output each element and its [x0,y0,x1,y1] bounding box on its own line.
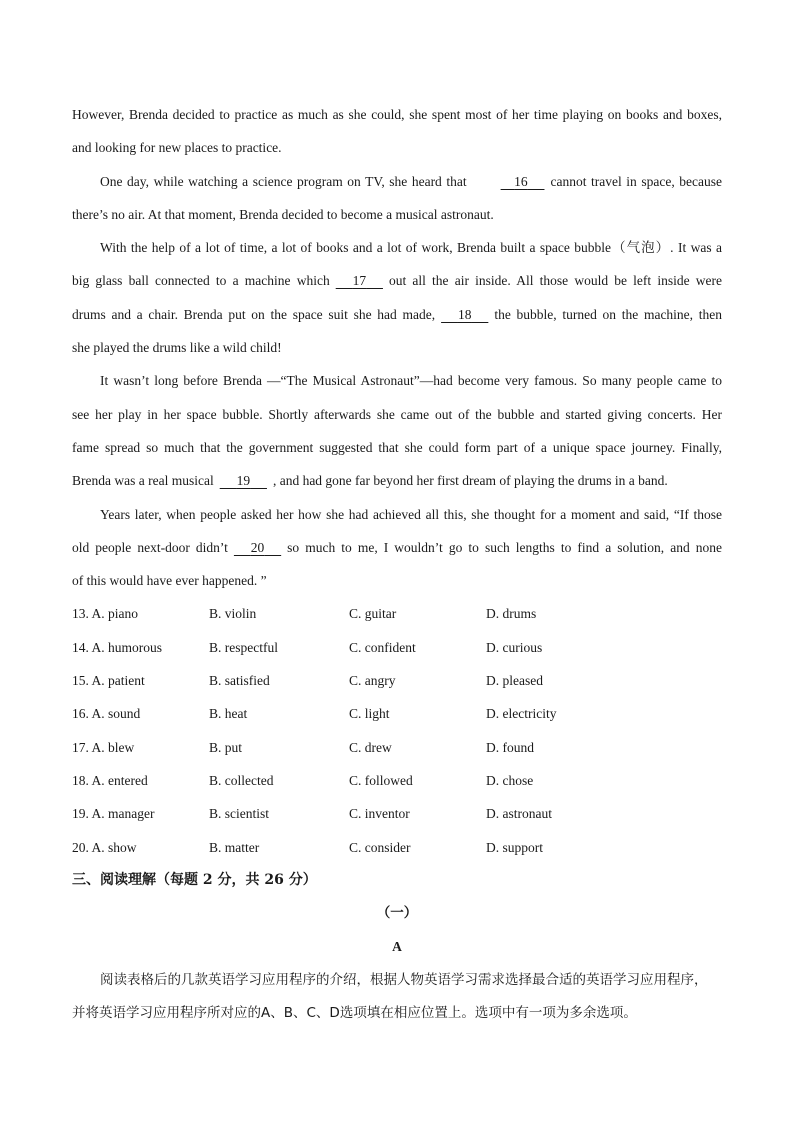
option: C. guitar [349,606,397,622]
passage-line: fame spread so much that the government suggested that she could form part of a unique space journey. Finally, [72,439,722,455]
part-title: （一） [376,905,418,922]
passage-line: see her play in her space bubble. Shortly afterwards she came out of the bubble and started giving concerts. Her [72,406,722,422]
option: B. scientist [209,806,269,822]
option: 20. A. show [72,839,137,855]
passage-line: there’s no air. At that moment, Brenda decided to become a musical astronaut. [72,206,494,222]
option: B. collected [209,772,274,788]
option: C. followed [349,772,413,788]
blank-16: 16 [514,173,528,189]
document-page [72,98,722,1030]
option: D. astronaut [486,806,552,822]
option-row-13 [72,597,722,630]
option: D. support [486,839,543,855]
option: D. pleased [486,673,543,689]
option: C. inventor [349,806,410,822]
option: D. chose [486,772,534,788]
option: 13. A. piano [72,606,138,622]
passage-line: drums and a chair. Brenda put on the space suit she had made, 18 the bubble, turned on the machine, then [72,298,722,331]
subsection-title: A [392,939,402,955]
instruction-line: 并将英语学习应用程序所对应的A、B、C、D选项填在相应位置上。选项中有一项为多余选项。 [72,1005,637,1022]
option: B. put [209,739,243,755]
option-row-19 [72,797,722,830]
passage-line: she played the drums like a wild child! [72,340,282,356]
passage-line: big glass ball connected to a machine which 17 out all the air inside. All those would be left inside were [72,264,722,297]
option: B. heat [209,706,248,722]
option: C. confident [349,639,416,655]
instruction-line: 阅读表格后的几款英语学习应用程序的介绍，根据人物英语学习需求选择最合适的英语学习应用程序， [100,971,708,988]
option: B. matter [209,839,260,855]
option: 18. A. entered [72,772,148,788]
passage-line: old people next-door didn’t 20 so much to me, I wouldn’t go to such lengths to find a solution, and none [72,531,722,564]
blank-18: 18 [457,306,472,322]
passage-line: Brenda was a real musical 19 , and had gone far beyond her first dream of playing the drums in a band. [72,464,722,497]
option: B. respectful [209,639,278,655]
option-row-18 [72,764,722,797]
option: 14. A. humorous [72,639,163,655]
option: C. angry [349,673,396,689]
option-row-15 [72,664,722,697]
passage-line: Years later, when people asked her how she had achieved all this, she thought for a moment and said, “If those [100,506,722,522]
option: 17. A. blew [72,739,135,755]
passage-line: It wasn’t long before Brenda —“The Musical Astronaut”—had become very famous. So many people came to [100,373,722,389]
blank-19: 19 [236,473,251,489]
option: C. consider [349,839,411,855]
option-row-16 [72,697,722,730]
option: 19. A. manager [72,806,155,822]
passage-line: However, Brenda decided to practice as much as she could, she spent most of her time playing on books and boxes, [72,107,722,122]
option: C. light [349,706,390,722]
passage-line: of this would have ever happened. ” [72,573,267,589]
blank-17: 17 [352,273,367,289]
passage-line: With the help of a lot of time, a lot of books and a lot of work, Brenda built a space bubble（气泡）. It was a [100,240,722,256]
option-row-14 [72,631,722,664]
option: D. found [486,739,534,755]
options-list [72,597,722,863]
option: D. curious [486,639,543,655]
option-row-20 [72,831,722,864]
option: D. electricity [486,706,557,722]
passage-line: One day, while watching a science program on TV, she heard that 16 cannot travel in space, because [72,165,722,198]
option: B. violin [209,606,257,622]
option: C. drew [349,739,392,755]
passage-line: and looking for new places to practice. [72,140,282,156]
option-row-17 [72,731,722,764]
section-heading: 三、阅读理解（每题 2 分，共 26 分） [72,871,317,888]
option: B. satisfied [209,673,270,689]
option: 15. A. patient [72,673,145,689]
option: 16. A. sound [72,706,141,722]
option: D. drums [486,606,537,622]
blank-20: 20 [250,539,265,555]
